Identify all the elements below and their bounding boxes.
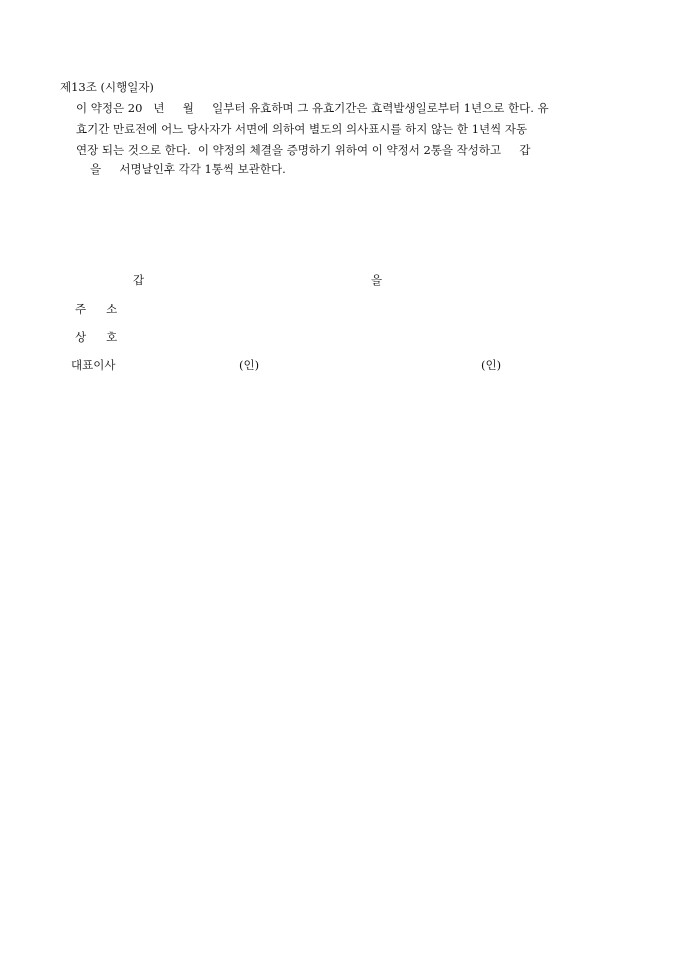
- article-title: 제13조 (시행일자): [60, 80, 154, 94]
- party-b-label: 을: [371, 273, 383, 287]
- article-body-line-3: 연장 되는 것으로 한다. 이 약정의 체결을 증명하기 위하여 이 약정서 2통을 작성하고 갑: [76, 143, 531, 157]
- seal-mark-party-a: (인): [239, 358, 260, 372]
- address-label: 주소: [75, 302, 138, 316]
- article-body-line-4: 을 서명날인후 각각 1통씩 보관한다.: [90, 162, 286, 176]
- article-body-line-1: 이 약정은 20 년 월 일부터 유효하며 그 유효기간은 효력발생일로부터 1년으로 한다. 유: [76, 101, 549, 115]
- article-body-line-2: 효기간 만료전에 어느 당사자가 서면에 의하여 별도의 의사표시를 하지 않는 한 1년씩 자동: [76, 122, 528, 136]
- company-name-label: 상호: [75, 330, 138, 344]
- representative-label: 대표이사: [71, 358, 116, 372]
- party-a-label: 갑: [133, 273, 145, 287]
- seal-mark-party-b: (인): [481, 358, 502, 372]
